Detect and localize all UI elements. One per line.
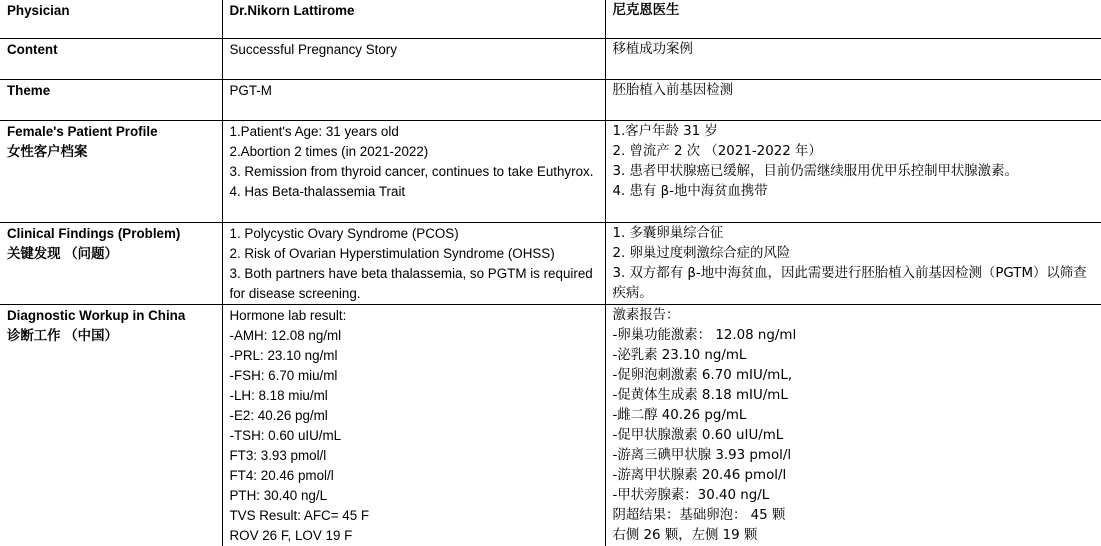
content-zh-text: 移植成功案例	[613, 42, 693, 57]
label-clinical-findings	[0, 223, 222, 305]
diagnostic-zh-line: -泌乳素 23.10 ng/mL	[613, 346, 1096, 366]
label-clinical-findings-en: Clinical Findings (Problem)	[7, 224, 216, 244]
theme-en-text: PGT-M	[230, 83, 272, 98]
diagnostic-en-line: Hormone lab result:	[230, 306, 599, 326]
profile-zh-line: 2. 曾流产 2 次 （2021-2022 年）	[613, 142, 1096, 162]
findings-en-line: 1. Polycystic Ovary Syndrome (PCOS)	[230, 224, 599, 244]
label-diagnostic-workup	[0, 305, 222, 546]
diagnostic-en-line: -FSH: 6.70 miu/ml	[230, 366, 599, 386]
label-diagnostic-workup-zh: 诊断工作 （中国）	[7, 326, 216, 346]
content-zh	[605, 39, 1101, 80]
diagnostic-workup-en	[222, 305, 605, 546]
diagnostic-en-line: ROV 26 F, LOV 19 F	[230, 526, 599, 546]
patient-profile-zh	[605, 121, 1101, 223]
diagnostic-zh-line: -雌二醇 40.26 pg/mL	[613, 406, 1096, 426]
diagnostic-en-line: FT4: 20.46 pmol/l	[230, 466, 599, 486]
label-diagnostic-workup-en: Diagnostic Workup in China	[7, 306, 216, 326]
profile-en-line: 2.Abortion 2 times (in 2021-2022)	[230, 142, 599, 162]
clinical-findings-zh	[605, 223, 1101, 305]
diagnostic-zh-line: 激素报告：	[613, 306, 1096, 326]
content-en	[222, 39, 605, 80]
findings-zh-line: 2. 卵巢过度刺激综合症的风险	[613, 244, 1096, 264]
diagnostic-en-line: -LH: 8.18 miu/ml	[230, 386, 599, 406]
theme-zh	[605, 80, 1101, 121]
diagnostic-zh-line: -甲状旁腺素：30.40 ng/L	[613, 486, 1096, 506]
theme-en	[222, 80, 605, 121]
label-clinical-findings-zh: 关键发现 （问题）	[7, 244, 216, 264]
label-patient-profile-zh: 女性客户档案	[7, 142, 216, 162]
profile-en-line: 3. Remission from thyroid cancer, continues to take Euthyrox.	[230, 162, 599, 182]
label-physician	[0, 0, 222, 39]
findings-zh-line: 1. 多囊卵巢综合征	[613, 224, 1096, 244]
profile-en-line: 1.Patient's Age: 31 years old	[230, 122, 599, 142]
diagnostic-en-line: FT3: 3.93 pmol/l	[230, 446, 599, 466]
diagnostic-en-line: PTH: 30.40 ng/L	[230, 486, 599, 506]
row-content	[0, 39, 1101, 80]
physician-name-en-text: Dr.Nikorn Lattirome	[230, 3, 355, 18]
patient-profile-en	[222, 121, 605, 223]
diagnostic-en-line: -TSH: 0.60 uIU/mL	[230, 426, 599, 446]
clinical-findings-en	[222, 223, 605, 305]
profile-en-line: 4. Has Beta-thalassemia Trait	[230, 182, 599, 202]
label-physician-text: Physician	[7, 3, 70, 18]
findings-en-line: 3. Both partners have beta thalassemia, so PGTM is required for disease screening.	[230, 264, 599, 304]
diagnostic-en-line: -AMH: 12.08 ng/ml	[230, 326, 599, 346]
findings-en-line: 2. Risk of Ovarian Hyperstimulation Syndrome (OHSS)	[230, 244, 599, 264]
diagnostic-en-line: TVS Result: AFC= 45 F	[230, 506, 599, 526]
profile-zh-line: 1.客户年龄 31 岁	[613, 122, 1096, 142]
label-theme-text: Theme	[7, 83, 50, 98]
profile-zh-line: 4. 患有 β-地中海贫血携带	[613, 182, 1096, 202]
row-diagnostic-workup	[0, 305, 1101, 546]
diagnostic-en-line: -E2: 40.26 pg/ml	[230, 406, 599, 426]
physician-name-zh-text: 尼克恩医生	[613, 3, 680, 18]
label-content-text: Content	[7, 42, 58, 57]
diagnostic-zh-line: -促甲状腺激素 0.60 uIU/mL	[613, 426, 1096, 446]
diagnostic-zh-line: -游离三碘甲状腺 3.93 pmol/l	[613, 446, 1096, 466]
diagnostic-zh-line: 阴超结果：基础卵泡： 45 颗	[613, 506, 1096, 526]
physician-name-en	[222, 0, 605, 39]
theme-zh-text: 胚胎植入前基因检测	[613, 83, 734, 98]
diagnostic-zh-line: -促黄体生成素 8.18 mIU/mL	[613, 386, 1096, 406]
diagnostic-zh-line: -促卵泡刺激素 6.70 mIU/mL,	[613, 366, 1096, 386]
physician-name-zh	[605, 0, 1101, 39]
row-physician	[0, 0, 1101, 39]
row-theme	[0, 80, 1101, 121]
label-patient-profile-en: Female's Patient Profile	[7, 122, 216, 142]
row-patient-profile	[0, 121, 1101, 223]
row-clinical-findings	[0, 223, 1101, 305]
profile-zh-line: 3. 患者甲状腺癌已缓解，目前仍需继续服用优甲乐控制甲状腺激素。	[613, 162, 1096, 182]
label-theme	[0, 80, 222, 121]
diagnostic-zh-line: -卵巢功能激素： 12.08 ng/ml	[613, 326, 1096, 346]
label-content	[0, 39, 222, 80]
content-en-text: Successful Pregnancy Story	[230, 42, 397, 57]
findings-zh-line: 3. 双方都有 β-地中海贫血，因此需要进行胚胎植入前基因检测（PGTM）以筛查疾病。	[613, 264, 1096, 304]
diagnostic-zh-line: -游离甲状腺素 20.46 pmol/l	[613, 466, 1096, 486]
label-patient-profile	[0, 121, 222, 223]
diagnostic-zh-line: 右侧 26 颗，左侧 19 颗	[613, 526, 1096, 546]
diagnostic-en-line: -PRL: 23.10 ng/ml	[230, 346, 599, 366]
diagnostic-workup-zh	[605, 305, 1101, 546]
